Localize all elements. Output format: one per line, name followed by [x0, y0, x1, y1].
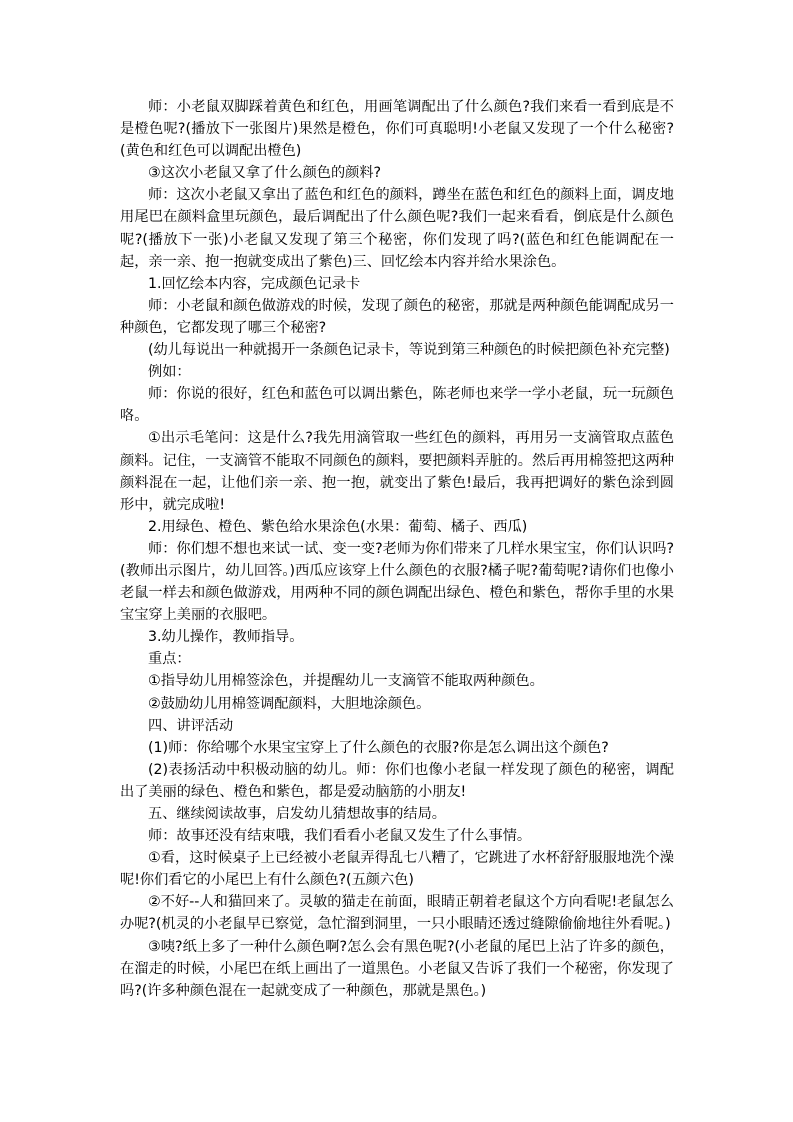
- paragraph: 师：你说的很好，红色和蓝色可以调出紫色，陈老师也来学一学小老鼠，玩一玩颜色咯。: [120, 386, 674, 425]
- paragraph: 重点：: [148, 651, 191, 668]
- paragraph: (2)表扬活动中积极动脑的幼儿。师：你们也像小老鼠一样发现了颜色的秘密，调配出了美丽的绿色、橙色和紫色，都是爱动脑筋的小朋友!: [120, 761, 674, 800]
- paragraph: ①指导幼儿用棉签涂色，并提醒幼儿一支滴管不能取两种颜色。: [148, 673, 544, 690]
- paragraph: 四、讲评活动: [148, 717, 234, 734]
- paragraph: 师：你们想不想也来试一试、变一变?老师为你们带来了几样水果宝宝，你们认识吗?(教师出示图片，幼儿回答。)西瓜应该穿上什么颜色的衣服?橘子呢?葡萄呢?请你们也像小老鼠一样去和颜色做游戏，用两种不同的颜色调配出绿色、橙色和紫色，帮你手里的水果宝宝穿上美丽的衣服吧。: [120, 540, 674, 624]
- paragraph: ②不好--人和猫回来了。灵敏的猫走在前面，眼睛正朝着老鼠这个方向看呢!老鼠怎么办呢?(机灵的小老鼠早已察觉，急忙溜到洞里，一只小眼睛还透过缝隙偷偷地往外看呢。): [120, 894, 674, 933]
- document-body: [120, 96, 674, 1002]
- paragraph: ③咦?纸上多了一种什么颜色啊?怎么会有黑色呢?(小老鼠的尾巴上沾了许多的颜色，在溜走的时候，小尾巴在纸上画出了一道黑色。小老鼠又告诉了我们一个秘密，你发现了吗?(许多种颜色混在一起就变成了一种颜色，那就是黑色。): [120, 938, 674, 999]
- paragraph: 师：故事还没有结束哦，我们看看小老鼠又发生了什么事情。: [148, 828, 532, 845]
- paragraph: 2.用绿色、橙色、紫色给水果涂色(水果：葡萄、橘子、西瓜): [148, 518, 528, 535]
- paragraph: 例如：: [148, 364, 191, 381]
- paragraph: 师：这次小老鼠又拿出了蓝色和红色的颜料，蹲坐在蓝色和红色的颜料上面，调皮地用尾巴在颜料盒里玩颜色，最后调配出了什么颜色呢?我们一起来看看，倒底是什么颜色呢?(播放下一张)小老鼠又发现了第三个秘密，你们发现了吗?(蓝色和红色能调配在一起，亲一亲、抱一抱就变成出了紫色)三、回忆绘本内容并给水果涂色。: [120, 187, 674, 270]
- paragraph: 师：小老鼠双脚踩着黄色和红色，用画笔调配出了什么颜色?我们来看一看到底是不是橙色呢?(播放下一张图片)果然是橙色，你们可真聪明!小老鼠又发现了一个什么秘密?(黄色和红色可以调配出橙色): [120, 99, 674, 160]
- paragraph: 师：小老鼠和颜色做游戏的时候，发现了颜色的秘密，那就是两种颜色能调配成另一种颜色，它都发现了哪三个秘密?: [120, 297, 674, 336]
- paragraph: ②鼓励幼儿用棉签调配颜料，大胆地涂颜色。: [148, 695, 431, 712]
- paragraph: ①出示毛笔问：这是什么?我先用滴管取一些红色的颜料，再用另一支滴管取点蓝色颜料。记住，一支滴管不能取不同颜色的颜料，要把颜料弄脏的。然后再用棉签把这两种颜料混在一起，让他们亲一亲、抱一抱，就变出了紫色!最后，我再把调好的紫色涂到圆形中，就完成啦!: [120, 430, 674, 513]
- paragraph: (幼儿每说出一种就揭开一条颜色记录卡，等说到第三种颜色的时候把颜色补充完整): [148, 342, 670, 359]
- paragraph: 3.幼儿操作，教师指导。: [148, 629, 304, 646]
- paragraph: ③这次小老鼠又拿了什么颜色的颜料?: [148, 165, 382, 182]
- paragraph: 1.回忆绘本内容，完成颜色记录卡: [148, 275, 361, 292]
- paragraph: (1)师：你给哪个水果宝宝穿上了什么颜色的衣服?你是怎么调出这个颜色?: [148, 739, 609, 756]
- paragraph: 五、继续阅读故事，启发幼儿猜想故事的结局。: [148, 806, 446, 822]
- paragraph: ①看，这时候桌子上已经被小老鼠弄得乱七八糟了，它跳进了水杯舒舒服服地洗个澡呢!你们看它的小尾巴上有什么颜色?(五颜六色): [120, 850, 674, 889]
